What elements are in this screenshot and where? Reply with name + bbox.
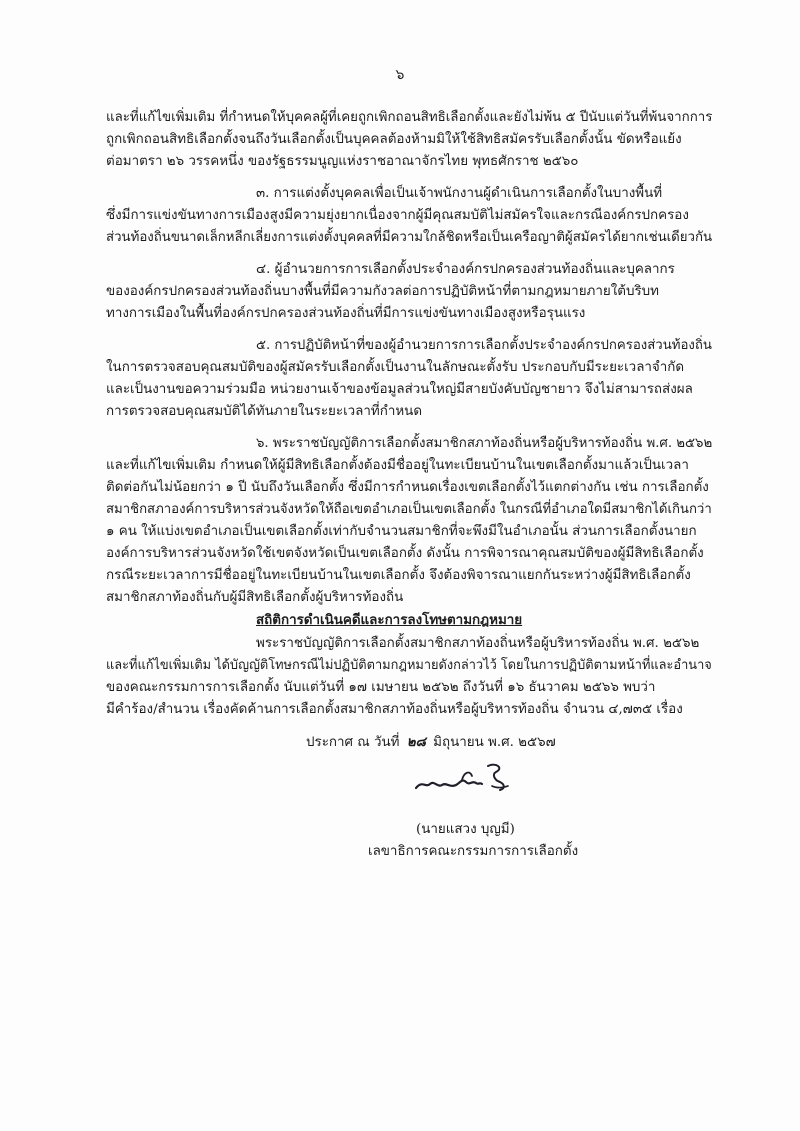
- text-line: ซึ่งมีการแข่งขันทางการเมืองสูงมีความยุ่งยากเนื่องจากผู้มีคุณสมบัติไม่สมัครใจและกรณีองค์กรปกครอง: [106, 208, 689, 223]
- text-line: มีคำร้อง/สำนวน เรื่องคัดค้านการเลือกตั้งสมาชิกสภาท้องถิ่นหรือผู้บริหารท้องถิ่น จำนวน ๔,๗๓๕ เรื่อง: [106, 702, 683, 717]
- text-line: การตรวจสอบคุณสมบัติได้ทันภายในระยะเวลาที่กำหนด: [106, 404, 423, 419]
- text-line: และที่แก้ไขเพิ่มเติม ที่กำหนดให้บุคคลผู้ที่เคยถูกเพิกถอนสิทธิเลือกตั้งและยังไม่พ้น ๕ ปีนับแต่วันที่พ้นจากการ: [106, 110, 713, 125]
- page-number: ๖: [395, 67, 405, 83]
- text-line: ติดต่อกันไม่น้อยกว่า ๑ ปี นับถึงวันเลือกตั้ง ซึ่งมีการกำหนดเรื่องเขตเลือกตั้งไว้แตกต่างกัน เช่น การเลือกตั้ง: [106, 480, 709, 495]
- text-line: และที่แก้ไขเพิ่มเติม ได้บัญญัติโทษกรณีไม่ปฏิบัติตามกฎหมายดังกล่าวไว้ โดยในการปฏิบัติตามหน้าที่และอำนาจ: [106, 658, 712, 673]
- text-line: กรณีระยะเวลาการมีชื่ออยู่ในทะเบียนบ้านในเขตเลือกตั้ง จึงต้องพิจารณาแยกกันระหว่างผู้มีสิทธิเลือกตั้ง: [106, 568, 691, 583]
- text-line: ในการตรวจสอบคุณสมบัติของผู้สมัครรับเลือกตั้งเป็นงานในลักษณะตั้งรับ ประกอบกับมีระยะเวลาจำกัด: [106, 360, 685, 375]
- text-line: ของคณะกรรมการการเลือกตั้ง นับแต่วันที่ ๑๗ เมษายน ๒๕๖๒ ถึงวันที่ ๑๖ ธันวาคม ๒๕๖๖ พบว่า: [106, 680, 656, 695]
- text-line: ถูกเพิกถอนสิทธิเลือกตั้งจนถึงวันเลือกตั้งเป็นบุคคลต้องห้ามมิให้ใช้สิทธิสมัครรับเลือกตั้งนั้น ขัดหรือแย้ง: [106, 132, 682, 147]
- signer-name: (นายแสวง บุญมี): [416, 822, 515, 837]
- text-line: ๑ คน ให้แบ่งเขตอำเภอเป็นเขตเลือกตั้งเท่ากับจำนวนสมาชิกที่จะพึงมีในอำเภอนั้น ส่วนการเลือกตั้งนายก: [106, 524, 697, 539]
- text-line: ๔. ผู้อำนวยการการเลือกตั้งประจำองค์กรปกครองส่วนท้องถิ่นและบุคลากร: [256, 262, 675, 277]
- text-line: ขององค์กรปกครองส่วนท้องถิ่นบางพื้นที่มีความกังวลต่อการปฏิบัติหน้าที่ตามกฎหมายภายใต้บริบท: [106, 284, 659, 299]
- text-line: ส่วนท้องถิ่นขนาดเล็กหลีกเลี่ยงการแต่งตั้งบุคคลที่มีความใกล้ชิดหรือเป็นเครือญาติผู้สมัครได้ยากเช่นเดียวกัน: [106, 230, 713, 245]
- text-line: สมาชิกสภาท้องถิ่นกับผู้มีสิทธิเลือกตั้งผู้บริหารท้องถิ่น: [106, 590, 404, 605]
- text-line: ต่อมาตรา ๒๖ วรรคหนึ่ง ของรัฐธรรมนูญแห่งราชอาณาจักรไทย พุทธศักราช ๒๕๖๐: [106, 154, 579, 169]
- text-line: องค์การบริหารส่วนจังหวัดใช้เขตจังหวัดเป็นเขตเลือกตั้ง ดังนั้น การพิจารณาคุณสมบัติของผู้มีสิทธิเลือกตั้ง: [106, 546, 704, 561]
- signature-image: [412, 758, 522, 798]
- text-line: ๓. การแต่งตั้งบุคคลเพื่อเป็นเจ้าพนักงานผู้ดำเนินการเลือกตั้งในบางพื้นที่: [256, 186, 663, 201]
- text-line: และที่แก้ไขเพิ่มเติม กำหนดให้ผู้มีสิทธิเลือกตั้งต้องมีชื่ออยู่ในทะเบียนบ้านในเขตเลือกตั้งมาแล้วเป็นเวลา: [106, 458, 689, 473]
- announcement-date: [306, 732, 556, 753]
- text-line: พระราชบัญญัติการเลือกตั้งสมาชิกสภาท้องถิ่นหรือผู้บริหารท้องถิ่น พ.ศ. ๒๕๖๒: [256, 636, 700, 651]
- text-line: สมาชิกสภาองค์การบริหารส่วนจังหวัดให้ถือเขตอำเภอเป็นเขตเลือกตั้ง ในกรณีที่อำเภอใดมีสมาชิกได้เกินกว่า: [106, 502, 712, 517]
- section-heading: สถิติการดำเนินคดีและการลงโทษตามกฎหมาย: [256, 612, 523, 628]
- text-line: ๖. พระราชบัญญัติการเลือกตั้งสมาชิกสภาท้องถิ่นหรือผู้บริหารท้องถิ่น พ.ศ. ๒๕๖๒: [256, 436, 713, 451]
- text-line: และเป็นงานขอความร่วมมือ หน่วยงานเจ้าของข้อมูลส่วนใหญ่มีสายบังคับบัญชายาว จึงไม่สามารถส่งผล: [106, 382, 693, 397]
- announcement-suffix: มิถุนายน พ.ศ. ๒๕๖๗: [433, 735, 556, 750]
- text-line: ๕. การปฏิบัติหน้าที่ของผู้อำนวยการการเลือกตั้งประจำองค์กรปกครองส่วนท้องถิ่น: [256, 338, 712, 353]
- announcement-prefix: ประกาศ ณ วันที่: [306, 735, 400, 750]
- text-line: ทางการเมืองในพื้นที่องค์กรปกครองส่วนท้องถิ่นที่มีการแข่งขันทางเมืองสูงหรือรุนแรง: [106, 306, 586, 321]
- signer-title: เลขาธิการคณะกรรมการการเลือกตั้ง: [368, 844, 579, 859]
- announcement-day: ๒๘: [406, 734, 426, 750]
